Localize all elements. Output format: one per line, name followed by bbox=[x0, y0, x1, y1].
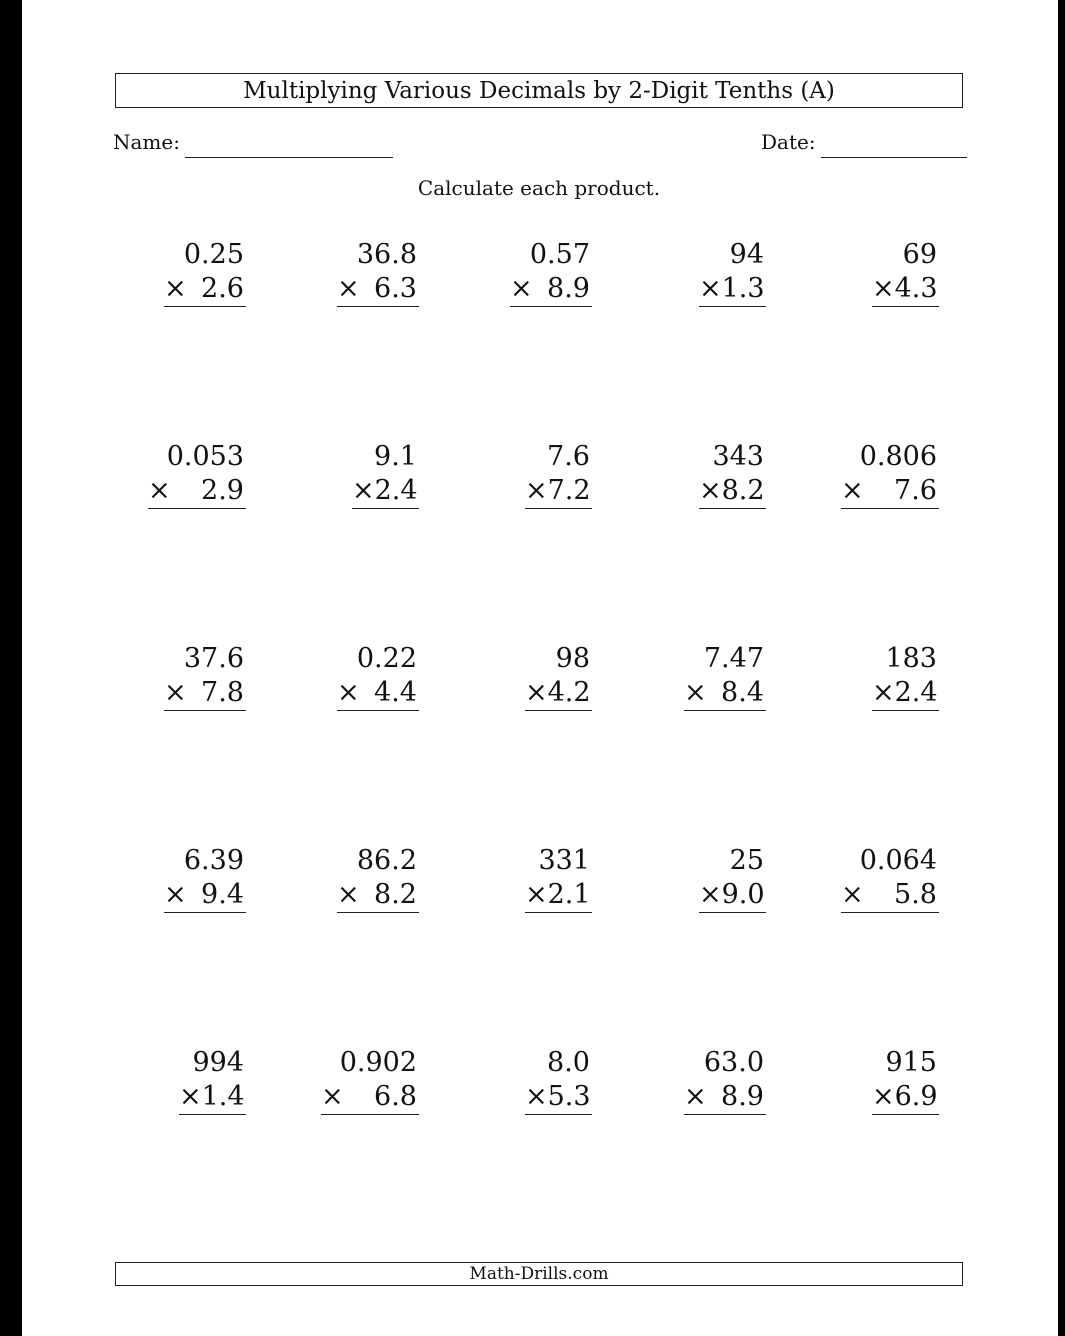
times-sign: × bbox=[684, 677, 707, 708]
problem-2-5 bbox=[841, 440, 939, 509]
times-sign: × bbox=[164, 879, 187, 910]
problem-4-3 bbox=[525, 844, 592, 913]
times-sign: × bbox=[699, 273, 722, 304]
multiplicand: 343 bbox=[712, 441, 764, 472]
multiplicand: 8.0 bbox=[547, 1047, 590, 1078]
multiplicand: 94 bbox=[729, 239, 764, 270]
multiplicand: 6.39 bbox=[183, 845, 244, 876]
problem-3-3 bbox=[525, 642, 592, 711]
problem-4-5 bbox=[841, 844, 939, 913]
multiplier-row bbox=[841, 474, 939, 509]
multiplier-row bbox=[684, 1080, 766, 1115]
multiplicand: 0.25 bbox=[183, 239, 244, 270]
multiplier: 2.9 bbox=[201, 475, 244, 506]
times-sign: × bbox=[525, 879, 548, 910]
problem-1-3 bbox=[510, 238, 592, 307]
multiplier: 4.3 bbox=[894, 273, 938, 304]
multiplier: 7.6 bbox=[894, 475, 937, 506]
times-sign: × bbox=[841, 879, 864, 910]
times-sign: × bbox=[872, 677, 895, 708]
multiplier-row bbox=[510, 272, 592, 307]
multiplier: 8.2 bbox=[374, 879, 417, 910]
multiplier-row bbox=[525, 1080, 592, 1115]
multiplier-row bbox=[872, 676, 939, 711]
problem-1-4 bbox=[699, 238, 766, 307]
problem-2-3 bbox=[525, 440, 592, 509]
times-sign: × bbox=[525, 677, 548, 708]
multiplier-row bbox=[352, 474, 419, 509]
times-sign: × bbox=[352, 475, 375, 506]
multiplicand: 63.0 bbox=[703, 1047, 764, 1078]
multiplier: 8.2 bbox=[721, 475, 765, 506]
multiplier: 8.9 bbox=[547, 273, 590, 304]
multiplicand: 9.1 bbox=[374, 441, 417, 472]
footer bbox=[115, 1262, 963, 1286]
times-sign: × bbox=[841, 475, 864, 506]
multiplier-row bbox=[699, 878, 766, 913]
multiplier: 6.8 bbox=[374, 1081, 417, 1112]
multiplicand: 331 bbox=[538, 845, 590, 876]
multiplicand: 98 bbox=[555, 643, 590, 674]
multiplier-row bbox=[164, 878, 246, 913]
times-sign: × bbox=[699, 879, 722, 910]
multiplier-row bbox=[525, 676, 592, 711]
times-sign: × bbox=[525, 475, 548, 506]
problem-1-2 bbox=[337, 238, 419, 307]
multiplier-row bbox=[164, 676, 246, 711]
multiplier: 9.4 bbox=[201, 879, 244, 910]
problem-2-4 bbox=[699, 440, 766, 509]
problem-5-4 bbox=[684, 1046, 766, 1115]
problem-4-1 bbox=[164, 844, 246, 913]
multiplicand: 0.902 bbox=[339, 1047, 417, 1078]
multiplier: 4.2 bbox=[547, 677, 591, 708]
date-label: Date: bbox=[761, 130, 816, 154]
times-sign: × bbox=[337, 879, 360, 910]
multiplicand: 183 bbox=[885, 643, 937, 674]
multiplier-row bbox=[337, 878, 419, 913]
times-sign: × bbox=[179, 1081, 202, 1112]
problem-5-2 bbox=[321, 1046, 419, 1115]
multiplicand: 36.8 bbox=[356, 239, 417, 270]
problem-4-4 bbox=[699, 844, 766, 913]
times-sign: × bbox=[337, 677, 360, 708]
problem-1-5 bbox=[872, 238, 939, 307]
multiplicand: 994 bbox=[192, 1047, 244, 1078]
times-sign: × bbox=[164, 677, 187, 708]
multiplier: 2.1 bbox=[547, 879, 591, 910]
multiplier-row bbox=[872, 272, 939, 307]
times-sign: × bbox=[872, 273, 895, 304]
multiplicand: 915 bbox=[885, 1047, 937, 1078]
multiplicand: 86.2 bbox=[356, 845, 417, 876]
multiplicand: 37.6 bbox=[183, 643, 244, 674]
multiplier: 1.4 bbox=[201, 1081, 245, 1112]
multiplicand: 0.22 bbox=[356, 643, 417, 674]
problem-2-1 bbox=[148, 440, 246, 509]
multiplier-row bbox=[337, 272, 419, 307]
problem-3-2 bbox=[337, 642, 419, 711]
multiplier: 8.4 bbox=[721, 677, 764, 708]
multiplier-row bbox=[872, 1080, 939, 1115]
multiplier-row bbox=[525, 474, 592, 509]
multiplier-row bbox=[525, 878, 592, 913]
multiplier-row bbox=[321, 1080, 419, 1115]
title-text: Multiplying Various Decimals by 2-Digit Tenths (A) bbox=[243, 77, 835, 104]
multiplier: 2.4 bbox=[894, 677, 938, 708]
times-sign: × bbox=[148, 475, 171, 506]
multiplier: 1.3 bbox=[721, 273, 765, 304]
multiplier: 8.9 bbox=[721, 1081, 764, 1112]
multiplier: 7.8 bbox=[201, 677, 244, 708]
multiplier: 2.4 bbox=[374, 475, 418, 506]
multiplier-row bbox=[337, 676, 419, 711]
multiplier-row bbox=[179, 1080, 246, 1115]
problem-5-1 bbox=[179, 1046, 246, 1115]
times-sign: × bbox=[510, 273, 533, 304]
problem-2-2 bbox=[352, 440, 419, 509]
times-sign: × bbox=[699, 475, 722, 506]
times-sign: × bbox=[684, 1081, 707, 1112]
times-sign: × bbox=[321, 1081, 344, 1112]
problem-1-1 bbox=[164, 238, 246, 307]
multiplier: 9.0 bbox=[721, 879, 765, 910]
multiplicand: 7.6 bbox=[547, 441, 590, 472]
problem-5-3 bbox=[525, 1046, 592, 1115]
multiplicand: 69 bbox=[902, 239, 937, 270]
multiplier: 6.3 bbox=[374, 273, 417, 304]
problem-3-5 bbox=[872, 642, 939, 711]
multiplier: 6.9 bbox=[894, 1081, 938, 1112]
multiplier-row bbox=[684, 676, 766, 711]
times-sign: × bbox=[872, 1081, 895, 1112]
times-sign: × bbox=[525, 1081, 548, 1112]
multiplicand: 7.47 bbox=[703, 643, 764, 674]
multiplier: 5.3 bbox=[547, 1081, 591, 1112]
multiplicand: 25 bbox=[729, 845, 764, 876]
multiplier-row bbox=[164, 272, 246, 307]
multiplicand: 0.806 bbox=[859, 441, 937, 472]
multiplier: 4.4 bbox=[374, 677, 417, 708]
multiplicand: 0.57 bbox=[529, 239, 590, 270]
problem-4-2 bbox=[337, 844, 419, 913]
problem-3-1 bbox=[164, 642, 246, 711]
footer-text: Math-Drills.com bbox=[469, 1264, 609, 1284]
multiplier: 2.6 bbox=[201, 273, 244, 304]
instructions: Calculate each product. bbox=[417, 176, 661, 200]
name-label: Name: bbox=[113, 130, 180, 154]
problem-3-4 bbox=[684, 642, 766, 711]
multiplier: 5.8 bbox=[894, 879, 937, 910]
multiplier-row bbox=[699, 272, 766, 307]
multiplier-row bbox=[148, 474, 246, 509]
multiplier: 7.2 bbox=[547, 475, 591, 506]
multiplier-row bbox=[699, 474, 766, 509]
times-sign: × bbox=[164, 273, 187, 304]
multiplicand: 0.064 bbox=[859, 845, 937, 876]
multiplier-row bbox=[841, 878, 939, 913]
problem-5-5 bbox=[872, 1046, 939, 1115]
multiplicand: 0.053 bbox=[166, 441, 244, 472]
times-sign: × bbox=[337, 273, 360, 304]
